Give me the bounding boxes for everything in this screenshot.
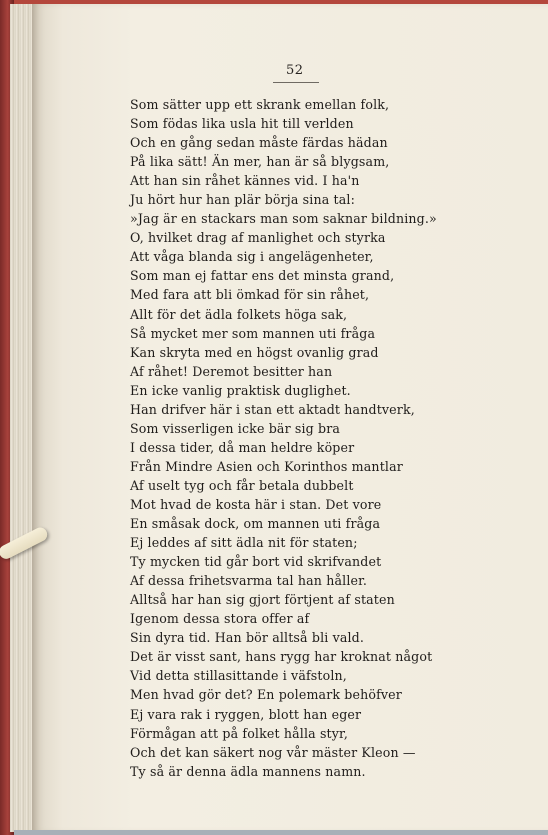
poem-line: Att han sin råhet kännes vid. I ha'n <box>130 173 360 189</box>
poem-line: Som födas lika usla hit till verlden <box>130 116 354 132</box>
poem-line: O, hvilket drag af manlighet och styrka <box>130 230 386 246</box>
poem-line: En icke vanlig praktisk duglighet. <box>130 382 351 398</box>
poem-line: Mot hvad de kosta här i stan. Det vore <box>130 496 382 512</box>
poem-line: Att våga blanda sig i angelägenheter, <box>130 249 374 265</box>
poem-line: Ty mycken tid går bort vid skrifvandet <box>130 554 382 570</box>
poem-line: Igenom dessa stora offer af <box>130 611 310 627</box>
poem-line: Och det kan säkert nog vår mäster Kleon — <box>130 744 416 760</box>
poem-line: Af uselt tyg och får betala dubbelt <box>130 477 354 493</box>
poem-line: Han drifver här i stan ett aktadt handtverk, <box>130 401 415 417</box>
scan-bottom-edge <box>14 830 548 835</box>
poem-line: Ty så är denna ädla mannens namn. <box>130 763 366 779</box>
poem-line: Som sätter upp ett skrank emellan folk, <box>130 97 390 112</box>
poem-line: Af dessa frihetsvarma tal han håller. <box>130 573 368 589</box>
page-number-rule <box>273 82 319 83</box>
poem-line: Och en gång sedan måste färdas hädan <box>130 135 388 151</box>
poem-line: På lika sätt! Än mer, han är så blygsam, <box>130 154 390 170</box>
poem-line: Med fara att bli ömkad för sin råhet, <box>130 287 370 303</box>
poem-line: Allt för det ädla folkets höga sak, <box>130 306 348 322</box>
poem-line: Ej vara rak i ryggen, blott han eger <box>130 706 362 722</box>
poem-line: »Jag är en stackars man som saknar bildning.» <box>130 211 437 227</box>
poem-line: Ej leddes af sitt ädla nit för staten; <box>130 535 358 551</box>
poem-line: Så mycket mer som mannen uti fråga <box>130 325 376 341</box>
poem-line: Af råhet! Deremot besitter han <box>130 363 333 379</box>
poem-line: I dessa tider, då man heldre köper <box>130 439 355 455</box>
poem-text <box>130 95 490 781</box>
poem-line: Förmågan att på folket hålla styr, <box>130 725 348 741</box>
poem-line: Sin dyra tid. Han bör alltså bli vald. <box>130 630 365 646</box>
poem-line: Alltså har han sig gjort förtjent af staten <box>130 592 395 608</box>
poem-line: Ju hört hur han plär börja sina tal: <box>130 192 355 208</box>
page-number: 52 <box>286 63 304 78</box>
poem-line: Men hvad gör det? En polemark behöfver <box>130 687 402 703</box>
poem-line: Som man ej fattar ens det minsta grand, <box>130 268 395 284</box>
poem-line: Från Mindre Asien och Korinthos mantlar <box>130 458 403 474</box>
poem-line: Det är visst sant, hans rygg har kroknat något <box>130 649 433 665</box>
poem-line: Kan skryta med en högst ovanlig grad <box>130 344 379 360</box>
poem-line: En småsak dock, om mannen uti fråga <box>130 516 381 532</box>
poem-line: Vid detta stillasittande i väfstoln, <box>130 668 347 684</box>
poem-line: Som visserligen icke bär sig bra <box>130 420 341 436</box>
